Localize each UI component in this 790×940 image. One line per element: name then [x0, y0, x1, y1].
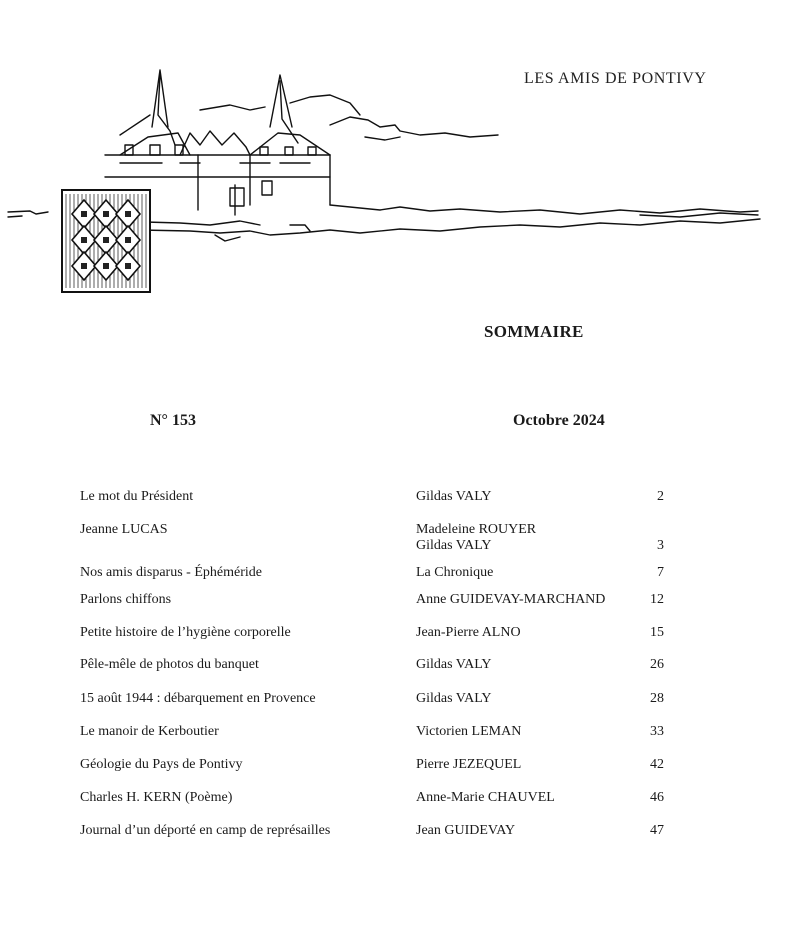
issue-number: N° 153 [150, 412, 196, 429]
toc-author: La Chronique [416, 565, 494, 580]
toc-page: 33 [650, 724, 664, 739]
toc-author: Victorien LEMAN [416, 724, 522, 739]
publication-title: LES AMIS DE PONTIVY [524, 70, 707, 87]
toc-page: 12 [650, 592, 664, 607]
toc-page: 2 [657, 489, 664, 504]
toc-title: Géologie du Pays de Pontivy [80, 757, 243, 772]
toc-author: Madeleine ROUYER [416, 522, 537, 537]
toc-title: Nos amis disparus - Éphéméride [80, 565, 262, 580]
sommaire-heading: SOMMAIRE [484, 322, 584, 341]
toc-author: Pierre JEZEQUEL [416, 757, 522, 772]
toc-title: Charles H. KERN (Poème) [80, 790, 233, 805]
toc-author: Anne GUIDEVAY-MARCHAND [416, 592, 606, 607]
toc-author: Gildas VALY [416, 691, 492, 706]
toc-page: 46 [650, 790, 664, 805]
emblem-icon [62, 190, 150, 292]
toc-title: Journal d’un déporté en camp de représailles [80, 823, 331, 838]
toc-page: 26 [650, 657, 664, 672]
castle-illustration [0, 55, 790, 305]
toc-page: 3 [657, 538, 664, 553]
toc-page: 28 [650, 691, 664, 706]
toc-title: Jeanne LUCAS [80, 522, 168, 537]
toc-page: 15 [650, 625, 664, 640]
toc-author: Gildas VALY [416, 538, 492, 553]
toc-title: Le mot du Président [80, 489, 194, 504]
toc-title: Pêle-mêle de photos du banquet [80, 657, 259, 672]
toc-author: Gildas VALY [416, 657, 492, 672]
toc-author: Gildas VALY [416, 489, 492, 504]
toc-page: 7 [657, 565, 664, 580]
toc-author: Jean GUIDEVAY [416, 823, 516, 838]
toc-page: 42 [650, 757, 664, 772]
toc-title: Le manoir de Kerboutier [80, 724, 219, 739]
toc-author: Anne-Marie CHAUVEL [416, 790, 555, 805]
toc-title: Parlons chiffons [80, 592, 172, 607]
toc-title: Petite histoire de l’hygiène corporelle [80, 625, 291, 640]
issue-date: Octobre 2024 [513, 412, 605, 429]
toc-page: 47 [650, 823, 664, 838]
toc-author: Jean-Pierre ALNO [416, 625, 521, 640]
toc-title: 15 août 1944 : débarquement en Provence [80, 691, 316, 706]
